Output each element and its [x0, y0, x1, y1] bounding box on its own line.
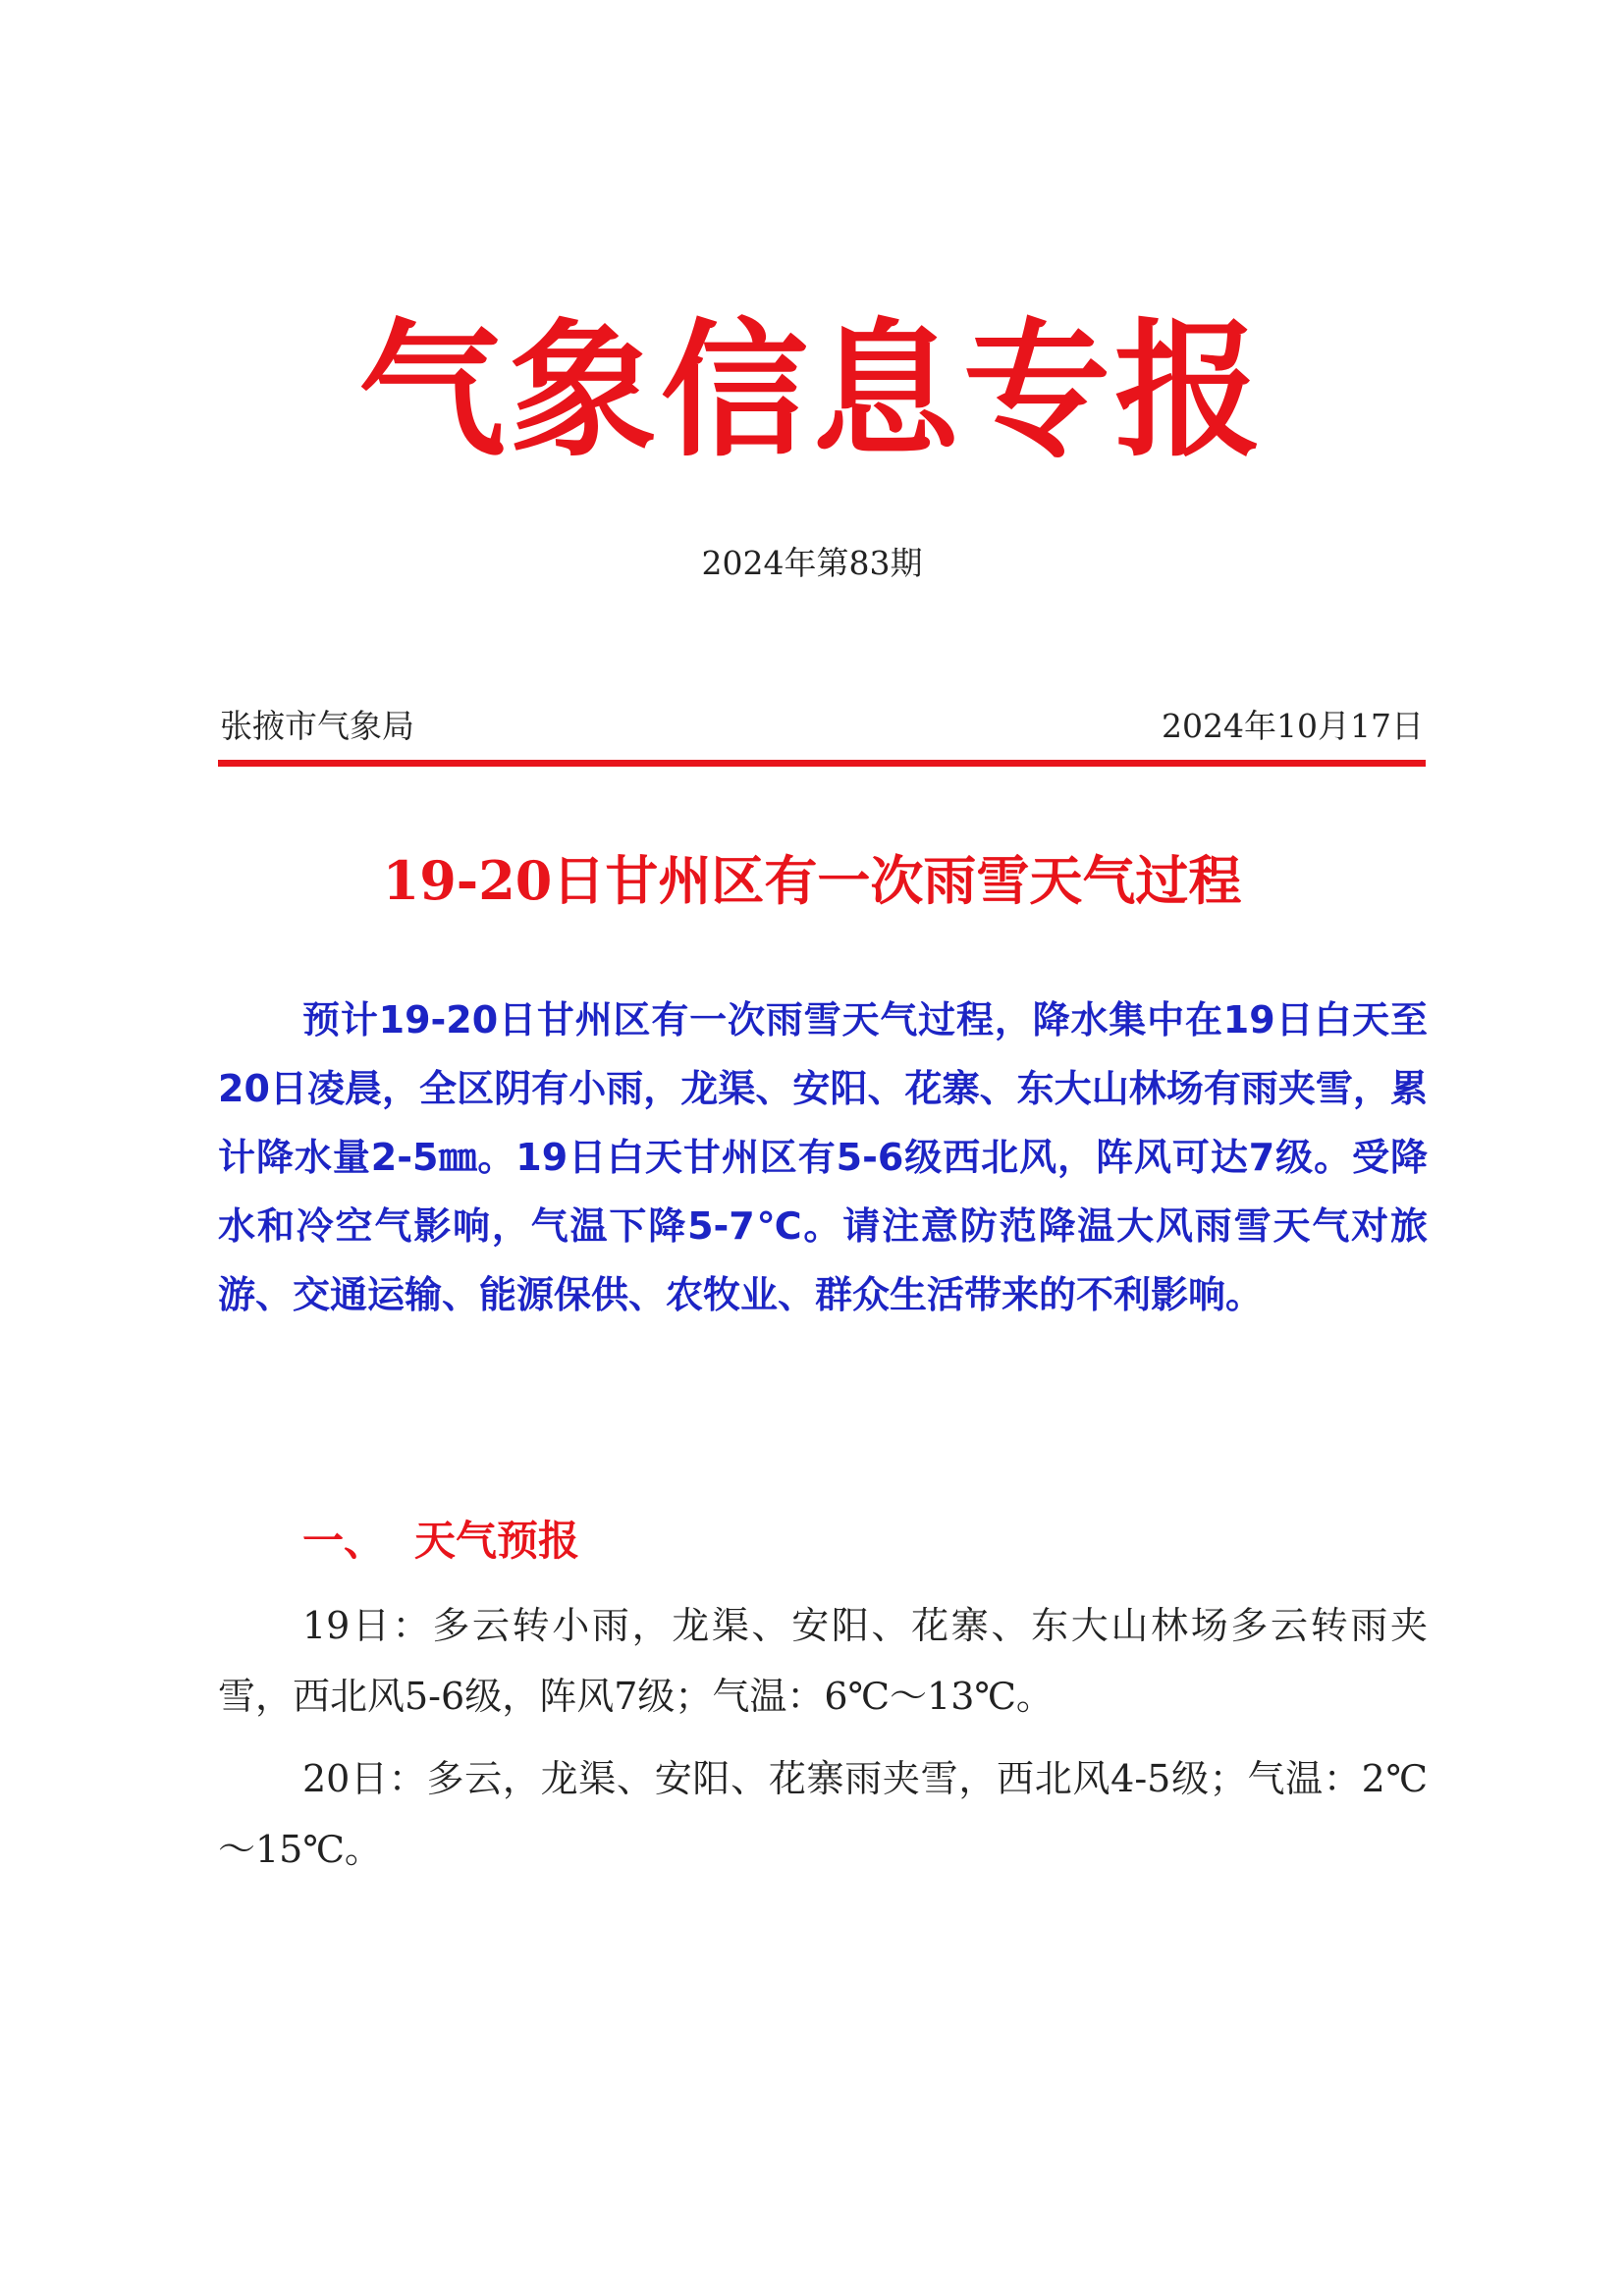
red-divider-rule — [218, 760, 1426, 767]
forecast-day-20: 20日：多云，龙渠、安阳、花寨雨夹雪，西北风4-5级；气温：2℃～15℃。 — [218, 1757, 1428, 1871]
masthead-title: 气象信息专报 — [357, 304, 1266, 477]
issuing-agency: 张掖市气象局 — [220, 707, 414, 745]
section-title: 天气预报 — [414, 1517, 580, 1565]
section-heading-forecast — [302, 1512, 579, 1571]
meta-row — [220, 705, 1424, 748]
section-number: 一、 — [302, 1517, 386, 1565]
report-headline: 19-20日甘州区有一次雨雪天气过程 — [382, 849, 1242, 912]
issue-date: 2024年10月17日 — [1162, 707, 1424, 745]
summary-paragraph: 预计19-20日甘州区有一次雨雪天气过程，降水集中在19日白天至20日凌晨，全区阴有小雨，龙渠、安阳、花寨、东大山林场有雨夹雪，累计降水量2-5㎜。19日白天甘州区有5-6级西北风，阵风可达7级。受降水和冷空气影响，气温下降5-7℃。请注意防范降温大风雨雪天气对旅游、交通运输、能源保供、农牧业、群众生活带来的不利影响。 — [218, 998, 1428, 1316]
issue-number: 2024年第83期 — [701, 544, 923, 582]
forecast-day-19: 19日：多云转小雨，龙渠、安阳、花寨、东大山林场多云转雨夹雪，西北风5-6级，阵风7级；气温：6℃～13℃。 — [218, 1604, 1428, 1718]
